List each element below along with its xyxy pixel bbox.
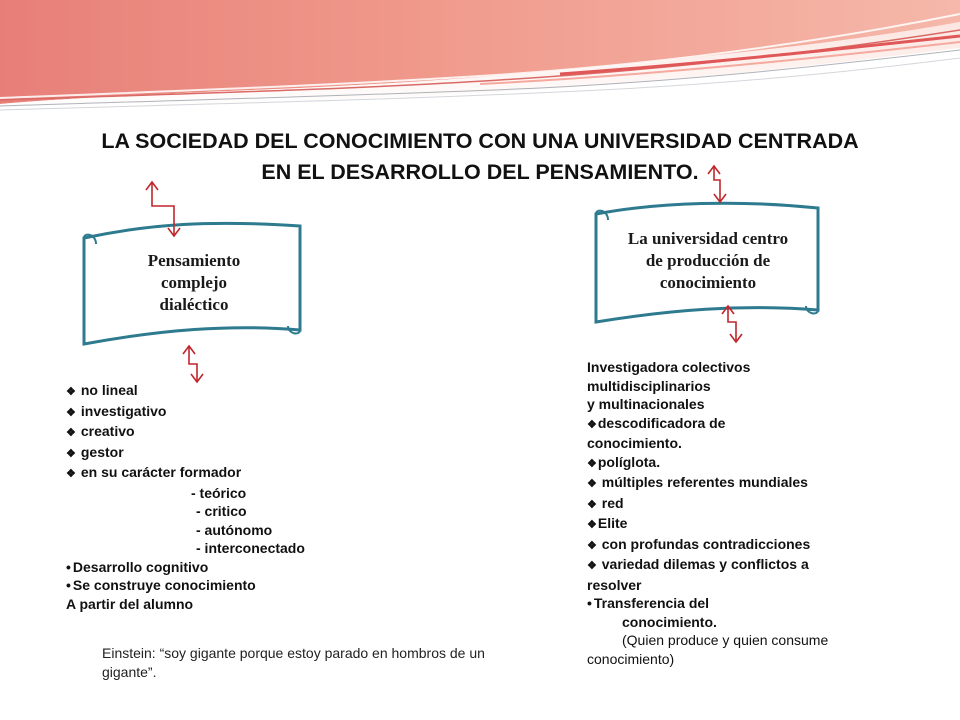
- list-item: ❖políglota.: [587, 453, 661, 470]
- list-item: ❖ investigativo: [66, 402, 167, 419]
- right-list: [587, 358, 877, 668]
- slide-title: [60, 126, 900, 188]
- diamond-bullet-icon: ❖: [587, 539, 597, 552]
- arrow-right-bottom-icon: [722, 306, 742, 342]
- diamond-bullet-icon: ❖: [587, 498, 597, 511]
- right-box-line-3: conocimiento: [659, 273, 757, 292]
- list-item-cont: resolver: [587, 576, 642, 593]
- diamond-bullet-icon: ❖: [587, 418, 597, 431]
- list-tail: A partir del alumno: [66, 595, 194, 612]
- einstein-quote: [102, 644, 552, 682]
- diamond-bullet-icon: ❖: [66, 447, 76, 460]
- right-box-line-1: La universidad centro: [627, 229, 789, 248]
- left-box-line-3: dialéctico: [159, 295, 229, 314]
- quote-line-1: Einstein: “soy gigante porque estoy parado en hombros de un: [102, 645, 485, 661]
- diamond-bullet-icon: ❖: [66, 386, 76, 398]
- left-box-line-2: complejo: [160, 273, 228, 292]
- diamond-bullet-icon: ❖: [587, 560, 597, 572]
- list-item: ❖Elite: [587, 515, 628, 531]
- list-item: • Transferencia del: [587, 595, 710, 611]
- paren-line: conocimiento): [587, 650, 675, 667]
- left-list: [66, 381, 366, 613]
- list-item-cont: conocimiento.: [622, 613, 717, 630]
- title-line-2: EN EL DESARROLLO DEL PENSAMIENTO.: [261, 160, 699, 184]
- right-scroll-label: [600, 228, 816, 294]
- list-item: ❖ red: [587, 494, 624, 511]
- list-item: ❖ no lineal: [66, 382, 138, 398]
- list-item: • Desarrollo cognitivo: [66, 558, 209, 575]
- diamond-bullet-icon: ❖: [66, 406, 76, 419]
- arrow-left-bottom-icon: [183, 346, 203, 382]
- list-item: • Se construye conocimiento: [66, 577, 256, 593]
- sub-item: - autónomo: [196, 521, 273, 538]
- list-item: ❖ con profundas contradicciones: [587, 535, 811, 552]
- list-item: ❖descodificadora de: [587, 414, 726, 431]
- list-item-cont: conocimiento.: [587, 435, 682, 451]
- list-item: ❖ en su carácter formador: [66, 464, 242, 480]
- quote-line-2: gigante”.: [102, 664, 157, 680]
- diamond-bullet-icon: ❖: [66, 468, 76, 480]
- list-item: ❖ variedad dilemas y conflictos a: [587, 556, 809, 572]
- title-line-1: LA SOCIEDAD DEL CONOCIMIENTO CON UNA UNIVERSIDAD CENTRADA: [101, 129, 859, 153]
- bullet-icon: •: [66, 558, 71, 575]
- bullet-icon: •: [587, 595, 592, 611]
- right-box-line-2: de producción de: [645, 251, 771, 270]
- left-scroll-label: [96, 250, 292, 316]
- diamond-bullet-icon: ❖: [587, 457, 597, 470]
- sub-item: - teórico: [191, 484, 247, 501]
- paren-line: (Quien produce y quien consume: [622, 632, 829, 648]
- diamond-bullet-icon: ❖: [587, 519, 597, 531]
- top-wave-banner: [0, 0, 960, 110]
- sub-item: - interconectado: [196, 540, 305, 556]
- list-item: ❖ múltiples referentes mundiales: [587, 474, 808, 490]
- sub-item: - critico: [196, 503, 247, 519]
- bullet-icon: •: [66, 577, 71, 593]
- left-box-line-1: Pensamiento: [147, 251, 241, 270]
- list-item: ❖ gestor: [66, 443, 124, 460]
- intro-line: Investigadora colectivos: [587, 359, 751, 375]
- intro-line: multidisciplinarios: [587, 377, 711, 394]
- diamond-bullet-icon: ❖: [587, 478, 597, 490]
- intro-line: y multinacionales: [587, 396, 705, 412]
- diamond-bullet-icon: ❖: [66, 427, 76, 439]
- list-item: ❖ creativo: [66, 423, 135, 439]
